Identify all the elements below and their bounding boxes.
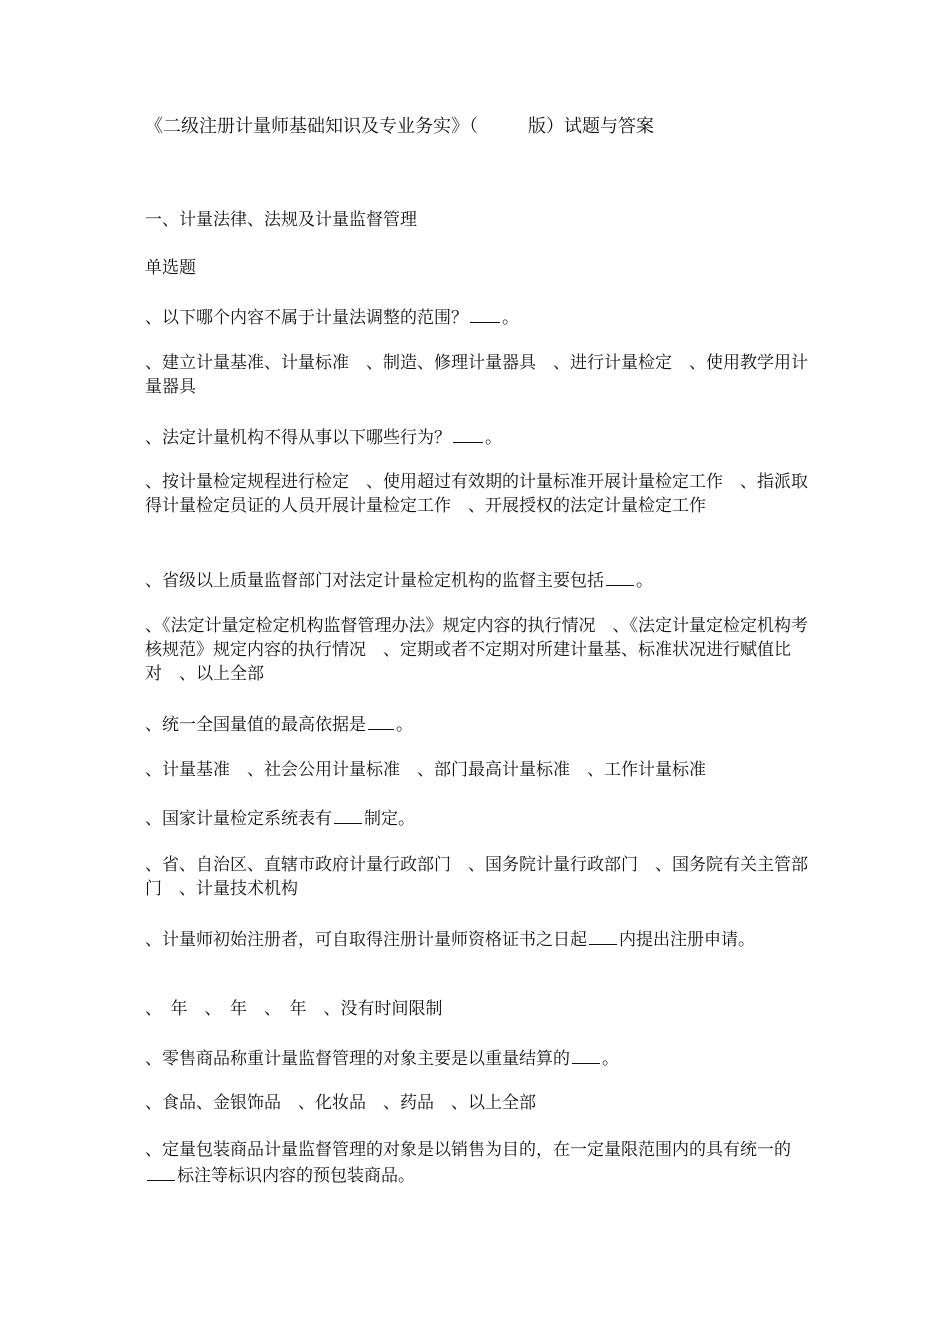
question-8 <box>145 1138 810 1188</box>
question-8-text: 、定量包装商品计量监督管理的对象是以销售为目的，在一定量限范围内的具有统一的 <box>145 1140 791 1160</box>
answer-blank <box>606 567 634 586</box>
question-5-end: 制定。 <box>364 809 415 829</box>
question-6-end: 内提出注册申请。 <box>619 930 755 950</box>
answer-blank <box>453 424 483 443</box>
question-7-options: 、食品、金银饰品 、化妆品 、药品 、以上全部 <box>145 1093 536 1113</box>
question-7 <box>145 1045 810 1071</box>
question-6 <box>145 926 810 952</box>
question-5-options: 、省、自治区、直辖市政府计量行政部门 、国务院计量行政部门 、国务院有关主管部门 、计量技术机构 <box>145 855 808 899</box>
title-part-2: 版）试题与答案 <box>528 116 654 137</box>
answer-blank <box>572 1045 600 1064</box>
question-4-text: 、统一全国量值的最高依据是 <box>145 715 366 735</box>
question-1-options: 、建立计量基准、计量标准 、制造、修理计量器具 、进行计量检定 、使用教学用计量器具 <box>145 353 808 397</box>
question-3 <box>145 567 810 593</box>
question-4 <box>145 711 810 737</box>
title-part-1: 《二级注册计量师基础知识及专业务实》（ <box>145 116 478 137</box>
answer-blank <box>147 1162 175 1181</box>
question-1-text: 、以下哪个内容不属于计量法调整的范围？ <box>145 308 468 328</box>
question-5 <box>145 805 810 831</box>
document-title <box>145 115 654 139</box>
answer-blank <box>334 805 362 824</box>
question-3-text: 、省级以上质量监督部门对法定计量检定机构的监督主要包括 <box>145 571 604 591</box>
answer-blank <box>368 711 394 730</box>
question-4-options: 、计量基准 、社会公用计量标准 、部门最高计量标准 、工作计量标准 <box>145 760 706 780</box>
question-2-options: 、按计量检定规程进行检定 、使用超过有效期的计量标准开展计量检定工作 、指派取得计量检定员证的人员开展计量检定工作 、开展授权的法定计量检定工作 <box>145 472 808 516</box>
question-3-end: 。 <box>636 571 653 591</box>
question-6-text: 、计量师初始注册者，可自取得注册计量师资格证书之日起 <box>145 930 587 950</box>
question-3-options: 、《法定计量定检定机构监督管理办法》规定内容的执行情况 、《法定计量定检定机构考核规范》规定内容的执行情况 、定期或者不定期对所建计量基、标准状况进行赋值比对 、以上全部 <box>145 616 808 684</box>
question-1-end: 。 <box>502 308 519 328</box>
question-7-end: 。 <box>602 1049 619 1069</box>
question-2-text: 、法定计量机构不得从事以下哪些行为？ <box>145 428 451 448</box>
answer-blank <box>589 926 617 945</box>
question-4-end: 。 <box>396 715 413 735</box>
answer-blank <box>470 304 500 323</box>
question-8-end: 标注等标识内容的预包装商品。 <box>177 1166 415 1186</box>
question-2 <box>145 424 810 450</box>
question-7-text: 、零售商品称重计量监督管理的对象主要是以重量结算的 <box>145 1049 570 1069</box>
section-heading: 一、计量法律、法规及计量监督管理 <box>145 210 417 230</box>
question-6-options: 、 年 、 年 、 年 、没有时间限制 <box>145 999 443 1019</box>
question-5-text: 、国家计量检定系统表有 <box>145 809 332 829</box>
question-1 <box>145 304 810 330</box>
question-type-label: 单选题 <box>145 258 196 278</box>
question-2-end: 。 <box>485 428 502 448</box>
